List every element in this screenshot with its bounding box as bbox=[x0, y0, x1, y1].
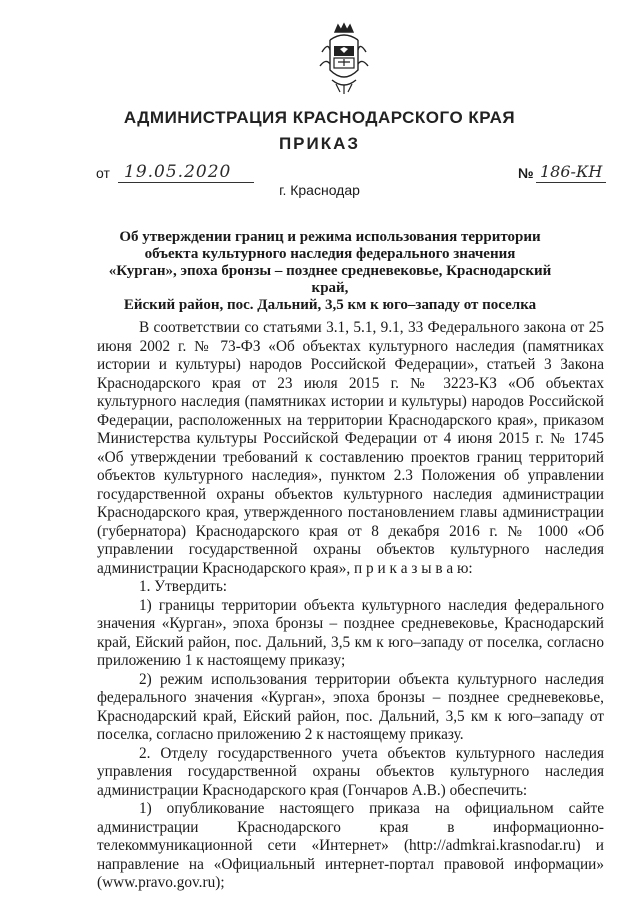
title-line: Об утверждении границ и режима использования территории bbox=[119, 229, 541, 245]
number-label: № bbox=[518, 165, 534, 181]
title-line: объекта культурного наследия федерального значения bbox=[144, 246, 516, 262]
paragraph-item-1: 1. Утвердить: bbox=[139, 578, 228, 595]
paragraph-item-1-2: 2) режим использования территории объекта культурного наследия федерального значения «Курган», эпоха бронзы – позднее средневековье, Краснодарский край, Ейский район, пос. Дальний, 3,5 км к юго–западу от поселка, согласно приложению 2 к настоящему приказу. bbox=[97, 670, 604, 743]
paragraph-preamble: В соответствии со статьями 3.1, 5.1, 9.1, 33 Федерального закона от 25 июня 2002 г. № 73-ФЗ «Об объектах культурного наследия (памятниках истории и культуры) народов Российской Федерации», статьей 3 Закона Краснодарского края от 23 июля 2015 г. № 3223-КЗ «Об объектах культурного наследия (памятниках истории и культуры) народов Российской Федерации, расположенных на территории Краснодарского края», приказом Министерства культуры Российской Федерации от 4 июня 2015 г. № 1745 «Об утверждении требований к составлению проектов границ территорий объектов культурного наследия», пунктом 2.3 Положения об управлении государственной охраны объектов культурного наследия администрации Краснодарского края, утвержденного постановлением главы администрации (губернатора) Краснодарского края от 8 декабря 2016 г. № 1000 «Об управлении государственной охраны объектов культурного наследия администрации Краснодарского края», п р и к а з ы в а ю: bbox=[97, 319, 604, 577]
order-body bbox=[97, 319, 604, 893]
order-title bbox=[100, 229, 560, 314]
date-label: от bbox=[96, 165, 110, 181]
organization-name: АДМИНИСТРАЦИЯ КРАСНОДАРСКОГО КРАЯ bbox=[123, 108, 516, 127]
city: г. Краснодар bbox=[279, 182, 360, 198]
title-line: Ейский район, пос. Дальний, 3,5 км к юго–западу от поселка bbox=[123, 297, 537, 313]
krasnodar-coat-of-arms-icon bbox=[318, 22, 370, 96]
title-line: «Курган», эпоха бронзы – позднее средневековье, Краснодарский край, bbox=[108, 263, 552, 296]
paragraph-item-1-1: 1) границы территории объекта культурного наследия федерального значения «Курган», эпоха бронзы – позднее средневековье, Краснодарский край, Ейский район, пос. Дальний, 3,5 км к юго–западу от поселка, согласно приложению 1 к настоящему приказу; bbox=[97, 596, 604, 669]
document-type: ПРИКАЗ bbox=[278, 134, 361, 153]
paragraph-item-2-1: 1) опубликование настоящего приказа на официальном сайте администрации Краснодарского края в информационно-телекоммуникационной сети «Интернет» (http://admkrai.krasnodar.ru) и направление на «Официальный интернет-портал правовой информации» (www.pravo.gov.ru); bbox=[97, 800, 604, 891]
handwritten-date: 19.05.2020 bbox=[118, 162, 254, 183]
handwritten-number: 186-КН bbox=[536, 162, 606, 183]
paragraph-item-2: 2. Отделу государственного учета объектов культурного наследия управления государственной охраны объектов культурного наследия администрации Краснодарского края (Гончаров А.В.) обеспечить: bbox=[97, 744, 604, 799]
